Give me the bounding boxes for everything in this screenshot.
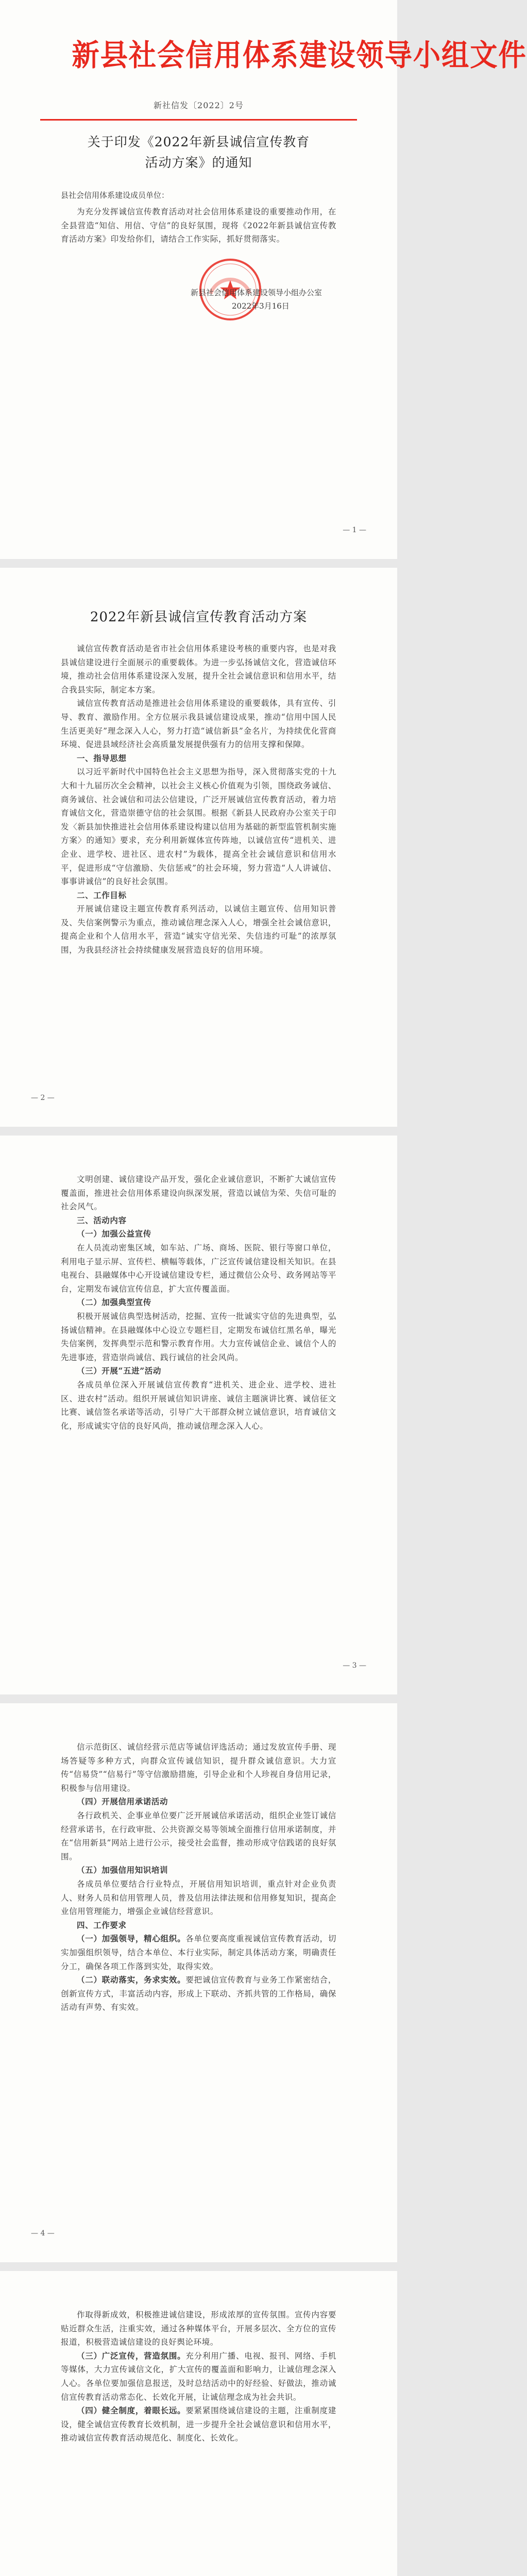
body-paragraph: 诚信宣传教育活动是推进社会信用体系建设的重要载体，具有宣传、引导、教育、激励作用。全方位展示我县诚信建设成果，推动“信用中国人民生活更美好”理念深入人心，努力打造“诚信新县”金名片，为持续优化营商环境、促进县域经济社会高质量发展提供强有力的信用支撑和保障。 xyxy=(61,699,336,750)
page-3 xyxy=(0,1136,397,1694)
subsection-heading: （五）加强信用知识培训 xyxy=(77,1865,168,1875)
body-paragraph: 以习近平新时代中国特色社会主义思想为指导，深入贯彻落实党的十九大和十九届历次全会精神，以社会主义核心价值观为引领，围绕政务诚信、商务诚信、社会诚信和司法公信建设，广泛开展诚信宣传教育活动，着力培育诚信文化，营造崇德守信的社会氛围。根据《新县人民政府办公室关于印发〈新县加快推进社会信用体系建设构建以信用为基础的新型监管机制实施方案〉的通知》要求，充分利用新媒体宣传阵地，以诚信宣传“进机关、进企业、进学校、进社区、进农村”为载体，提高全社会诚信意识和信用水平，促进形成“守信激励、失信惩戒”的社会环境，努力营造“人人讲诚信、事事讲诚信”的良好社会氛围。 xyxy=(61,767,336,887)
subsection-heading: （四）开展信用承诺活动 xyxy=(77,1797,168,1807)
page-number: — 3 — xyxy=(343,1662,366,1670)
body-paragraph: 积极开展诚信典型选树活动，挖掘、宣传一批诚实守信的先进典型，弘扬诚信精神。在县融媒体中心设立专题栏目，定期发布诚信红黑名单，曝光失信案例，发挥典型示范和警示教育作用。大力宣传诚信企业、诚信个人的先进事迹，营造崇尚诚信、践行诚信的社会风尚。 xyxy=(61,1311,336,1362)
page-1 xyxy=(0,0,527,559)
plan-body-page-5 xyxy=(61,2308,336,2445)
page-5 xyxy=(0,2271,397,2576)
plan-body-page-4 xyxy=(61,1740,336,2014)
body-paragraph: 在人员流动密集区域，如车站、广场、商场、医院、银行等窗口单位，利用电子显示屏、宣传栏、横幅等载体，广泛宣传诚信建设相关知识。在县电视台、县融媒体中心开设诚信建设专栏，通过微信公众号、政务网站等平台，定期发布诚信宣传信息，扩大宣传覆盖面。 xyxy=(61,1243,336,1294)
page-number: — 2 — xyxy=(31,1094,55,1102)
body-paragraph: 各行政机关、企事业单位要广泛开展诚信承诺活动，组织企业签订诚信经营承诺书，在行政审批、公共资源交易等领域全面推行信用承诺制度，并在“信用新县”网站上进行公示，接受社会监督，推动形成守信践诺的良好氛围。 xyxy=(61,1810,336,1861)
requirement-paragraph xyxy=(61,2349,336,2404)
notice-title-line1: 关于印发《2022年新县诚信宣传教育 xyxy=(87,134,310,149)
body-paragraph: 信示范街区、诚信经营示范店等诚信评选活动；通过发放宣传手册、现场答疑等多种方式，向群众宣传诚信知识，提升群众诚信意识。大力宣传“信易贷”“信易行”等守信激励措施，引导企业和个人珍视自身信用记录，积极参与信用建设。 xyxy=(61,1742,336,1793)
plan-body-page-2 xyxy=(61,642,336,957)
body-paragraph: 开展诚信建设主题宣传教育系列活动，以诚信主题宣传、信用知识普及、失信案例警示为重点，推动诚信理念深入人心，增强全社会诚信意识，提高企业和个人信用水平，营造“诚实守信光荣、失信违约可耻”的浓厚氛围，为我县经济社会持续健康发展营造良好的信用环境。 xyxy=(61,904,336,955)
notice-body: 为充分发挥诚信宣传教育活动对社会信用体系建设的重要推动作用，在全县营造“知信、用信、守信”的良好氛围，现将《2022年新县诚信宣传教育活动方案》印发给你们，请结合工作实际，抓好贯彻落实。 xyxy=(61,207,336,244)
plan-title: 2022年新县诚信宣传教育活动方案 xyxy=(90,609,308,625)
body-paragraph: 各成员单位要结合行业特点，开展信用知识培训，重点针对企业负责人、财务人员和信用管理人员，普及信用法律法规和信用修复知识，提高企业信用管理能力，增强企业诚信经营意识。 xyxy=(61,1879,336,1917)
requirement-text: 要紧紧围绕诚信建设的主题，注重制度建设，健全诚信宣传教育长效机制，进一步提升全社会诚信意识和信用水平，推动诚信宣传教育活动规范化、制度化、长效化。 xyxy=(61,2406,336,2443)
document-number: 新社信发〔2022〕2号 xyxy=(154,100,244,110)
requirement-paragraph xyxy=(61,1932,336,1973)
page-number: — 4 — xyxy=(31,2229,55,2238)
requirement-lead: （三）广泛宣传，营造氛围。 xyxy=(77,2350,186,2361)
body-paragraph: 文明创建、诚信建设产品开发，强化企业诚信意识，不断扩大诚信宣传覆盖面，推进社会信用体系建设向纵深发展，营造以诚信为荣、失信可耻的社会风气。 xyxy=(61,1175,336,1212)
notice-title xyxy=(61,132,336,173)
requirement-text: 各单位要高度重视诚信宣传教育活动，切实加强组织领导，结合本单位、本行业实际，制定具体活动方案，明确责任分工，确保各项工作落到实处，取得实效。 xyxy=(61,1934,336,1971)
body-paragraph: 各成员单位深入开展诚信宣传教育“进机关、进企业、进学校、进社区、进农村”活动。组织开展诚信知识讲座、诚信主题演讲比赛、诚信征文比赛、诚信签名承诺等活动，引导广大干部群众树立诚信意识，培育诚信文化，形成诚实守信的良好风尚，推动诚信理念深入人心。 xyxy=(61,1380,336,1431)
section-heading: 三、活动内容 xyxy=(77,1215,127,1225)
red-divider xyxy=(40,119,357,121)
notice-title-line2: 活动方案》的通知 xyxy=(145,155,252,170)
section-heading: 一、指导思想 xyxy=(77,753,127,763)
requirement-lead: （一）加强领导，精心组织。 xyxy=(77,1934,186,1944)
requirement-text: 要把诚信宣传教育与业务工作紧密结合，创新宣传方式，丰富活动内容，形成上下联动、齐抓共管的工作格局，确保活动有声势、有实效。 xyxy=(61,1975,336,2012)
body-paragraph: 诚信宣传教育活动是省市社会信用体系建设考核的重要内容，也是对我县诚信建设进行全面展示的重要载体。为进一步弘扬诚信文化，营造诚信环境，推动社会信用体系建设深入发展，提升全社会诚信意识和信用水平，结合我县实际，制定本方案。 xyxy=(61,644,336,694)
plan-body-page-3 xyxy=(61,1173,336,1433)
subsection-heading: （三）开展“五进”活动 xyxy=(77,1366,161,1376)
requirement-text: 充分利用广播、电视、报刊、网络、手机等媒体，大力宣传诚信文化，扩大宣传的覆盖面和影响力，让诚信理念深入人心。各单位要加强信息报送，及时总结活动中的好经验、好做法，推动诚信宣传教育活动常态化、长效化开展，让诚信理念成为社会共识。 xyxy=(61,2351,336,2402)
signature-date: 2022年3月16日 xyxy=(232,301,290,311)
subsection-heading: （一）加强公益宣传 xyxy=(77,1229,151,1239)
requirement-paragraph xyxy=(61,2404,336,2445)
page-2 xyxy=(0,568,397,1127)
section-heading: 四、工作要求 xyxy=(77,1920,127,1930)
requirement-lead: （二）联动落实，务求实效。 xyxy=(77,1975,186,1985)
body-paragraph: 作取得新成效，积极推进诚信建设，形成浓厚的宣传氛围。宣传内容要贴近群众生活，注重实效，通过各种媒体平台，开展多层次、全方位的宣传报道，积极营造诚信建设的良好舆论环境。 xyxy=(61,2310,336,2347)
signature-org: 新县社会信用体系建设领导小组办公室 xyxy=(191,288,322,297)
document-header: 新县社会信用体系建设领导小组文件 xyxy=(72,38,527,73)
page-4 xyxy=(0,1703,397,2262)
page-number: — 1 — xyxy=(343,526,366,534)
requirement-paragraph xyxy=(61,1973,336,2014)
signature-block xyxy=(170,286,335,313)
addressee: 县社会信用体系建设成员单位： xyxy=(61,191,169,200)
requirement-lead: （四）健全制度，着眼长远。 xyxy=(77,2405,186,2416)
section-heading: 二、工作目标 xyxy=(77,890,127,900)
subsection-heading: （二）加强典型宣传 xyxy=(77,1297,151,1308)
